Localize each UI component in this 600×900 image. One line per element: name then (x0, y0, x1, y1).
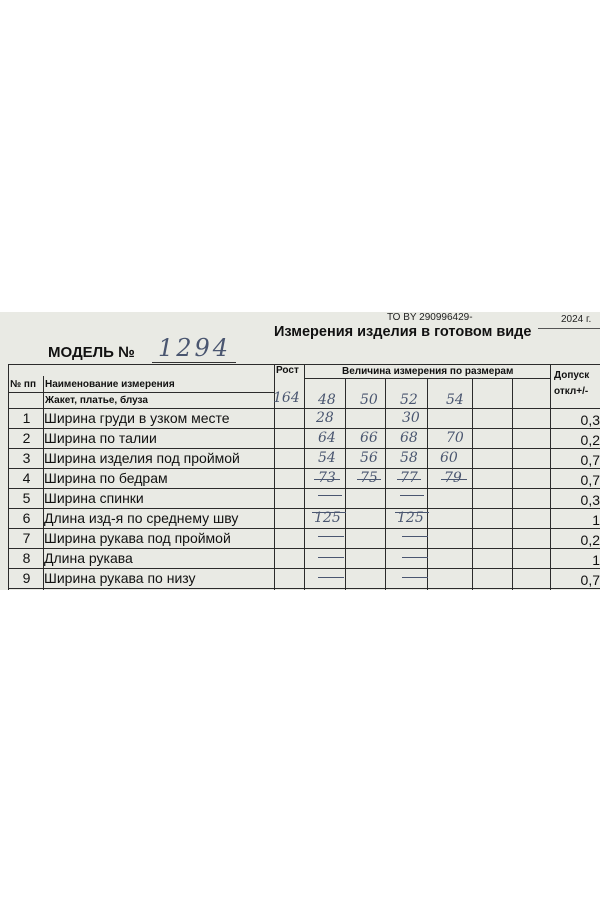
row-number: 4 (22, 470, 31, 486)
overline-mark (395, 512, 429, 513)
measurement-value: 66 (360, 430, 378, 446)
garment-types: Жакет, платье, блуза (45, 395, 148, 406)
column-header-sizes: Величина измерения по размерам (342, 366, 514, 377)
year-underline (538, 328, 600, 329)
model-underline (152, 362, 236, 363)
tolerance-value: 0,2 (580, 432, 600, 448)
measurement-value: 60 (440, 450, 458, 466)
measurement-value: 77 (400, 470, 418, 486)
measurement-name: Ширина по бедрам (44, 470, 168, 486)
dash-mark (402, 577, 428, 578)
column-header-tolerance-unit: откл+/- (554, 386, 589, 397)
column-line (550, 364, 551, 590)
tolerance-value: 0,7 (580, 452, 600, 468)
measurement-value: 68 (400, 430, 418, 446)
measurement-name: Ширина по талии (44, 430, 157, 446)
measurement-name: Ширина груди в узком месте (44, 410, 230, 426)
strike-line (441, 479, 467, 480)
measurement-name: Длина изд-я по среднему шву (44, 510, 239, 526)
column-line (472, 378, 473, 590)
tolerance-value: 0,3 (580, 492, 600, 508)
measurement-value: 125 (397, 510, 424, 526)
column-line (304, 364, 305, 590)
size-50: 50 (360, 392, 378, 408)
tolerance-value: 1 (592, 552, 600, 568)
row-number: 5 (22, 490, 31, 506)
dash-mark (318, 557, 344, 558)
column-header-height: Рост (276, 365, 299, 376)
overline-mark (312, 512, 346, 513)
row-number: 1 (22, 410, 31, 426)
measurement-value: 54 (318, 450, 336, 466)
column-line (427, 378, 428, 590)
tolerance-value: 1 (592, 512, 600, 528)
row-number: 3 (22, 450, 31, 466)
strike-line (397, 479, 421, 480)
size-54: 54 (446, 392, 464, 408)
tolerance-value: 0,2 (580, 532, 600, 548)
dash-mark (402, 536, 428, 537)
measurement-value: 75 (360, 470, 378, 486)
row-number: 7 (22, 530, 31, 546)
tolerance-value: 0,7 (580, 472, 600, 488)
page-title: Измерения изделия в готовом виде (274, 324, 532, 340)
row-number: 8 (22, 550, 31, 566)
column-header-number: № пп (10, 379, 37, 390)
measurement-sheet (0, 312, 600, 590)
dash-mark (318, 536, 344, 537)
dash-mark (318, 495, 342, 496)
column-line (385, 378, 386, 590)
height-value: 164 (273, 390, 300, 406)
dash-mark (318, 577, 344, 578)
measurement-value: 73 (318, 470, 336, 486)
measurement-value: 70 (446, 430, 464, 446)
dash-mark (400, 495, 424, 496)
tolerance-value: 0,7 (580, 572, 600, 588)
tolerance-value: 0,3 (580, 412, 600, 428)
measurement-value: 64 (318, 430, 336, 446)
measurement-name: Ширина рукава под проймой (44, 530, 231, 546)
measurement-name: Ширина рукава по низу (44, 570, 196, 586)
strike-line (357, 479, 381, 480)
row-number: 2 (22, 430, 31, 446)
measurement-value: 28 (316, 410, 334, 426)
column-line (512, 378, 513, 590)
dash-mark (402, 557, 428, 558)
row-number: 9 (22, 570, 31, 586)
measurement-name: Ширина изделия под проймой (44, 450, 240, 466)
measurement-name: Ширина спинки (44, 490, 144, 506)
column-line (345, 378, 346, 590)
size-48: 48 (318, 392, 336, 408)
size-52: 52 (400, 392, 418, 408)
measurement-value: 79 (444, 470, 462, 486)
measurement-value: 58 (400, 450, 418, 466)
strike-line (314, 479, 340, 480)
document-year: 2024 г. (561, 314, 592, 325)
header-name-divider (8, 392, 274, 393)
model-number: 1294 (158, 334, 232, 362)
row-number: 6 (22, 510, 31, 526)
measurement-value: 125 (314, 510, 341, 526)
model-label: МОДЕЛЬ № (48, 344, 135, 361)
measurement-value: 30 (402, 410, 420, 426)
measurement-name: Длина рукава (44, 550, 133, 566)
measurement-value: 56 (360, 450, 378, 466)
document-code: ТО BY 290996429- (387, 312, 473, 323)
column-header-tolerance: Допуск (554, 370, 590, 381)
column-header-name: Наименование измерения (45, 379, 175, 390)
